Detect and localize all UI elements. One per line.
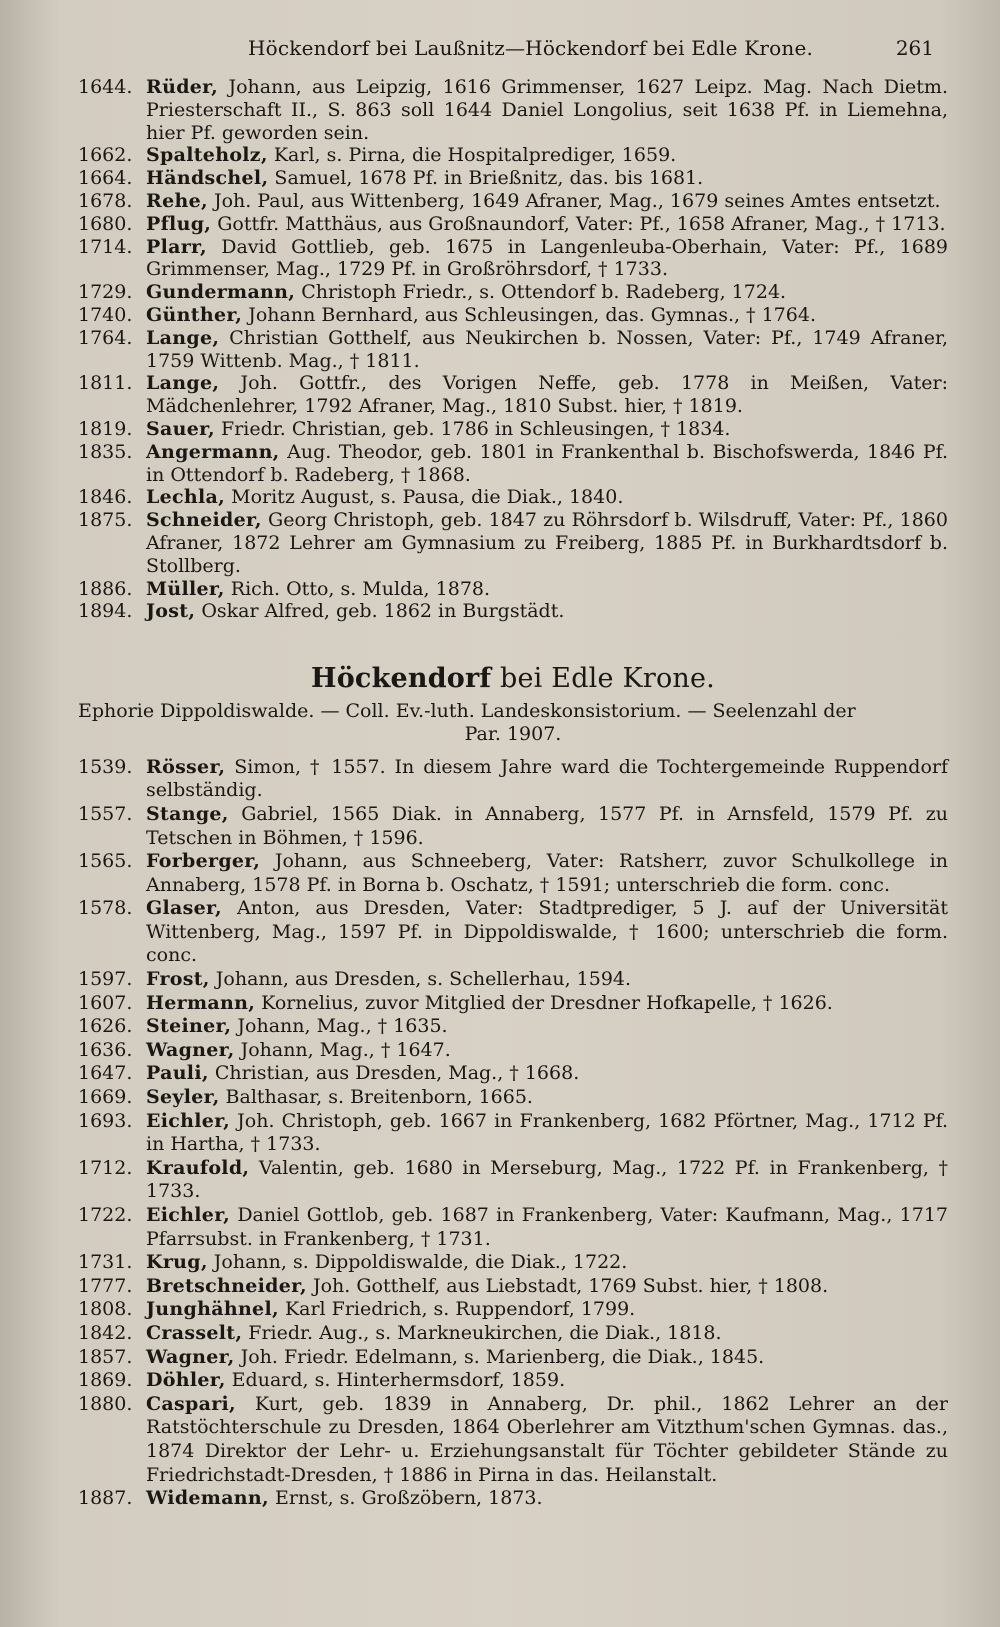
entry-text [146,1322,948,1346]
entry-year: 1819. [78,417,133,440]
entry-details: Johann, Mag., † 1647. [240,1038,451,1061]
ephorie-info [78,700,948,746]
entry-text [146,897,948,968]
pastor-entry [78,1393,948,1487]
pastor-entry [78,1039,948,1063]
entry-name: Wagner, [146,1038,235,1061]
entry-details: Johann, s. Dippoldiswalde, die Diak., 1722. [213,1251,628,1274]
entry-text [146,167,948,190]
entry-text [146,992,948,1016]
pastor-entry [78,1015,948,1039]
entry-details: Christian Gotthelf, aus Neukirchen b. Nossen, Vater: Pf., 1749 Afraner, 1759 Wittenb. Mag., † 1811. [146,326,948,372]
entry-details: Aug. Theodor, geb. 1801 in Frankenthal b. Bischofswerda, 1846 Pf. in Ottendorf b. Radeberg, † 1868. [146,440,948,486]
entry-name: Pauli, [146,1062,209,1085]
entry-year: 1811. [78,372,133,395]
entry-text [146,190,948,213]
entry-text [146,756,948,803]
entry-year: 1712. [78,1156,133,1179]
pastor-entry [78,1157,948,1204]
pastor-entry [78,144,948,167]
entry-details: Karl, s. Pirna, die Hospitalprediger, 1659. [273,144,677,167]
entry-text [146,213,948,236]
entry-details: Rich. Otto, s. Mulda, 1878. [230,577,491,600]
entry-name: Stange, [146,802,229,825]
entry-name: Lechla, [146,486,226,509]
entry-year: 1644. [78,76,133,98]
entry-text [146,600,948,623]
entry-details: Anton, aus Dresden, Vater: Stadtprediger, 5 J. auf der Universität Wittenberg, Mag., 1597 Pf. in Dippoldiswalde, † 1600; unterschrieb die form. conc. [146,897,948,967]
pastor-entry [78,1086,948,1110]
entry-name: Forberger, [146,850,261,873]
entry-year: 1557. [78,802,133,825]
entry-year: 1740. [78,303,133,326]
entry-details: Simon, † 1557. In diesem Jahre ward die Tochtergemeinde Ruppendorf selbständig. [146,755,948,802]
entry-year: 1714. [78,235,133,258]
entry-details: Joh. Gottfr., des Vorigen Neffe, geb. 1778 in Meißen, Vater: Mädchenlehrer, 1792 Afraner, Mag., 1810 Subst. hier, † 1819. [146,372,948,418]
entry-year: 1729. [78,281,133,304]
entry-details: David Gottlieb, geb. 1675 in Langenleuba-Oberhain, Vater: Pf., 1689 Grimmenser, Mag., 1729 Pf. in Großröhrsdorf, † 1733. [146,235,948,281]
entry-name: Steiner, [146,1015,232,1038]
entry-text [146,1369,948,1393]
entry-details: Oskar Alfred, geb. 1862 in Burgstädt. [201,600,565,623]
pastor-entry [78,509,948,577]
entry-year: 1880. [78,1392,133,1415]
running-title: Höckendorf bei Laußnitz—Höckendorf bei Edle Krone. [248,36,814,60]
pastor-entry [78,600,948,623]
pastor-entry [78,372,948,418]
entry-text [146,1346,948,1370]
entry-year: 1565. [78,850,133,873]
entry-name: Spalteholz, [146,144,268,167]
entry-text [146,578,948,601]
entry-name: Rösser, [146,755,226,778]
entry-details: Friedr. Christian, geb. 1786 in Schleusingen, † 1834. [221,417,731,440]
entry-name: Hermann, [146,991,256,1014]
entry-text [146,304,948,327]
entry-name: Lange, [146,326,220,349]
entry-name: Günther, [146,303,243,326]
entry-name: Rehe, [146,189,208,212]
ephorie-line-1: Ephorie Dippoldiswalde. — Coll. Ev.-luth. Landeskonsistorium. — Seelenzahl der [78,700,856,723]
entry-name: Crasselt, [146,1321,243,1344]
page-number: 261 [895,36,934,60]
section-heading-place: Höckendorf [311,663,492,695]
running-header [78,36,948,68]
entry-text [146,327,948,373]
entry-details: Ernst, s. Großzöbern, 1873. [275,1487,543,1510]
entry-text [146,144,948,167]
entry-text [146,850,948,897]
entry-year: 1808. [78,1298,133,1321]
entry-name: Kraufold, [146,1156,250,1179]
entry-year: 1669. [78,1086,133,1109]
entry-details: Gottfr. Matthäus, aus Großnaundorf, Vater: Pf., 1658 Afraner, Mag., † 1713. [217,212,946,235]
entry-text [146,803,948,850]
pastor-entry [78,167,948,190]
pastor-entry [78,1487,948,1511]
entry-name: Sauer, [146,417,215,440]
pastor-entry [78,327,948,373]
entry-year: 1647. [78,1062,133,1085]
entry-year: 1539. [78,755,133,778]
entry-details: Eduard, s. Hinterhermsdorf, 1859. [231,1369,566,1392]
entry-name: Müller, [146,577,225,600]
pastor-entry [78,897,948,968]
entry-text [146,1393,948,1487]
pastor-entry [78,803,948,850]
entry-year: 1869. [78,1369,133,1392]
entry-name: Schneider, [146,509,262,532]
section-heading [78,663,948,694]
pastor-entry [78,418,948,441]
entry-details: Joh. Christoph, geb. 1667 in Frankenberg, 1682 Pförtner, Mag., 1712 Pf. in Hartha, † 1733. [146,1109,948,1156]
entry-text [146,968,948,992]
pastor-entry [78,1369,948,1393]
entry-text [146,441,948,487]
entry-details: Valentin, geb. 1680 in Merseburg, Mag., 1722 Pf. in Frankenberg, † 1733. [146,1156,948,1203]
entry-name: Lange, [146,372,220,395]
pastor-entry [78,850,948,897]
entry-name: Angermann, [146,440,280,463]
pastor-entry [78,992,948,1016]
entry-year: 1678. [78,189,133,212]
pastor-entry [78,281,948,304]
section-heading-rest: bei Edle Krone. [491,663,715,695]
pastor-entry [78,486,948,509]
entry-details: Georg Christoph, geb. 1847 zu Röhrsdorf b. Wilsdruff, Vater: Pf., 1860 Afraner, 1872 Lehrer am Gymnasium zu Freiberg, 1885 Pf. in Burkhardtsdorf b. Stollberg. [146,509,948,577]
entry-text [146,1062,948,1086]
entry-details: Daniel Gottlob, geb. 1687 in Frankenberg, Vater: Kaufmann, Mag., 1717 Pfarrsubst. in Frankenberg, † 1731. [146,1204,948,1250]
entry-year: 1846. [78,486,133,509]
pastor-entry [78,1204,948,1251]
entry-text [146,1157,948,1204]
entry-name: Frost, [146,968,210,991]
entry-details: Gabriel, 1565 Diak. in Annaberg, 1577 Pf. in Arnsfeld, 1579 Pf. zu Tetschen in Böhmen, † 1596. [146,802,948,849]
entry-name: Junghähnel, [146,1298,279,1321]
entry-details: Moritz August, s. Pausa, die Diak., 1840. [231,486,624,509]
entry-text [146,281,948,304]
entry-name: Rüder, [146,76,219,98]
entry-year: 1722. [78,1204,133,1226]
entry-year: 1887. [78,1487,133,1510]
entry-text [146,236,948,282]
entry-text [146,1015,948,1039]
entry-text [146,1204,948,1251]
entry-list-laussnitz [78,76,948,623]
entry-name: Gundermann, [146,281,296,304]
entry-year: 1636. [78,1038,133,1061]
entry-year: 1764. [78,326,133,349]
entry-year: 1680. [78,212,133,235]
entry-year: 1607. [78,991,133,1014]
entry-text [146,418,948,441]
entry-details: Christian, aus Dresden, Mag., † 1668. [214,1062,580,1085]
pastor-entry [78,304,948,327]
pastor-entry [78,1275,948,1299]
entry-text [146,1487,948,1511]
entry-details: Johann, Mag., † 1635. [237,1015,448,1038]
entry-name: Döhler, [146,1369,226,1392]
entry-name: Caspari, [146,1392,236,1415]
pastor-entry [78,1110,948,1157]
entry-name: Plarr, [146,235,207,258]
entry-name: Widemann, [146,1487,269,1510]
entry-details: Johann, aus Schneeberg, Vater: Ratsherr, zuvor Schulkollege in Annaberg, 1578 Pf. in Borna b. Oschatz, † 1591; unterschrieb die form. conc. [146,850,948,896]
entry-details: Christoph Friedr., s. Ottendorf b. Radeberg, 1724. [301,281,787,304]
entry-name: Krug, [146,1251,208,1274]
entry-year: 1875. [78,509,133,532]
entry-year: 1578. [78,897,133,920]
entry-text [146,486,948,509]
pastor-entry [78,441,948,487]
entry-details: Karl Friedrich, s. Ruppendorf, 1799. [284,1298,636,1321]
entry-name: Bretschneider, [146,1274,307,1297]
pastor-entry [78,578,948,601]
entry-year: 1662. [78,144,133,167]
entry-details: Joh. Gotthelf, aus Liebstadt, 1769 Subst. hier, † 1808. [313,1274,829,1297]
pastor-entry [78,1062,948,1086]
entry-details: Kurt, geb. 1839 in Annaberg, Dr. phil., 1862 Lehrer an der Ratstöchterschule zu Dresden, 1864 Oberlehrer am Vitzthum'schen Gymnas. das., 1874 Direktor der Lehr- u. Erziehungsanstalt für Töchter gebildeter Stände zu Friedrichstadt-Dresden, † 1886 in Pirna in das. Heilanstalt. [146,1392,948,1486]
entry-year: 1777. [78,1274,133,1297]
entry-list-edle-krone [78,756,948,1511]
entry-details: Johann, aus Dresden, s. Schellerhau, 1594. [215,968,632,991]
entry-text [146,509,948,577]
entry-year: 1842. [78,1321,133,1344]
pastor-entry [78,968,948,992]
entry-details: Balthasar, s. Breitenborn, 1665. [225,1086,533,1109]
entry-name: Wagner, [146,1345,235,1368]
entry-text [146,372,948,418]
entry-name: Händschel, [146,167,269,190]
pastor-entry [78,190,948,213]
entry-text [146,1298,948,1322]
entry-text [146,76,948,144]
pastor-entry [78,76,948,144]
entry-name: Seyler, [146,1086,220,1109]
entry-details: Friedr. Aug., s. Markneukirchen, die Diak., 1818. [248,1321,722,1344]
entry-details: Samuel, 1678 Pf. in Brießnitz, das. bis 1681. [274,167,704,190]
entry-text [146,1251,948,1275]
entry-details: Johann, aus Leipzig, 1616 Grimmenser, 1627 Leipz. Mag. Nach Dietm. Priesterschaft II., S. 863 soll 1644 Daniel Longolius, seit 1638 Pf. in Liemehna, hier Pf. geworden sein. [146,76,948,144]
entry-details: Joh. Friedr. Edelmann, s. Marienberg, die Diak., 1845. [240,1345,765,1368]
pastor-entry [78,236,948,282]
entry-text [146,1275,948,1299]
pastor-entry [78,1298,948,1322]
entry-year: 1835. [78,440,133,463]
entry-year: 1894. [78,600,133,623]
entry-text [146,1110,948,1157]
entry-details: Kornelius, zuvor Mitglied der Dresdner Hofkapelle, † 1626. [261,991,833,1014]
entry-name: Eichler, [146,1204,231,1226]
entry-year: 1857. [78,1345,133,1368]
pastor-entry [78,1322,948,1346]
entry-year: 1664. [78,167,133,190]
entry-details: Joh. Paul, aus Wittenberg, 1649 Afraner, Mag., 1679 seines Amtes entsetzt. [213,189,941,212]
entry-text [146,1039,948,1063]
entry-name: Jost, [146,600,196,623]
entry-year: 1693. [78,1109,133,1132]
entry-year: 1597. [78,968,133,991]
entry-text [146,1086,948,1110]
pastor-entry [78,756,948,803]
entry-year: 1886. [78,577,133,600]
entry-year: 1626. [78,1015,133,1038]
ephorie-line-2: Par. 1907. [464,722,562,745]
entry-details: Johann Bernhard, aus Schleusingen, das. Gymnas., † 1764. [248,303,816,326]
pastor-entry [78,213,948,236]
entry-name: Eichler, [146,1109,231,1132]
pastor-entry [78,1346,948,1370]
entry-year: 1731. [78,1251,133,1274]
entry-name: Pflug, [146,212,212,235]
pastor-entry [78,1251,948,1275]
entry-name: Glaser, [146,897,222,920]
